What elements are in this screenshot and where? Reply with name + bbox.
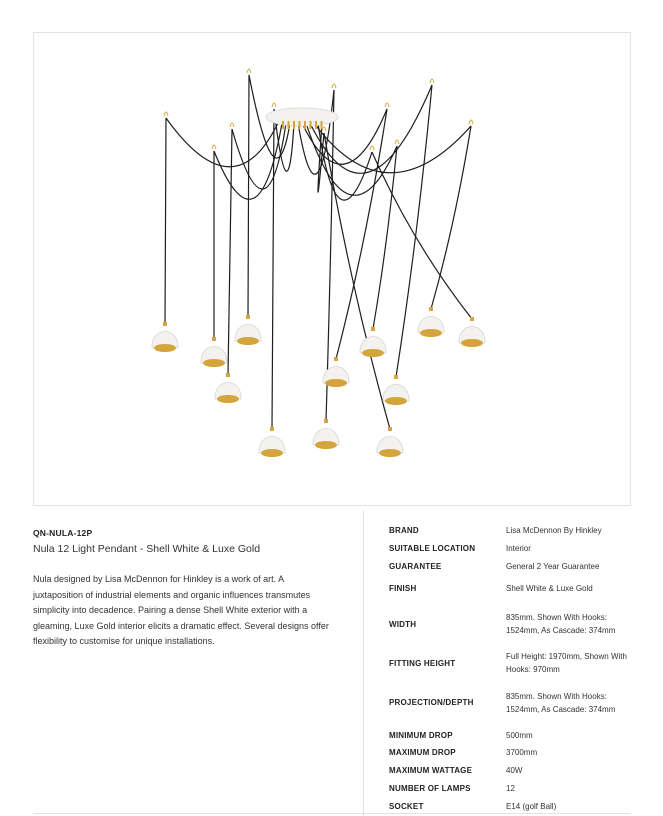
hook-icon: [395, 140, 399, 144]
shade-cap: [246, 315, 250, 319]
spec-value: Lisa McDennon By Hinkley: [506, 525, 602, 535]
canopy-fitting: [315, 121, 317, 129]
shade-gold-interior: [325, 379, 347, 387]
hook-icon: [247, 69, 251, 73]
shade-gold-interior: [261, 449, 283, 457]
shade-gold-interior: [217, 395, 239, 403]
shade-cap: [429, 307, 433, 311]
cord: [318, 123, 372, 200]
spec-value: Shell White & Luxe Gold: [506, 583, 593, 593]
spec-row-maximum-drop: [380, 744, 631, 761]
shade-cap: [371, 327, 375, 331]
spec-value: Full Height: 1970mm, Shown With Hooks: 970mm: [506, 652, 627, 674]
shade-cap: [394, 375, 398, 379]
hook-icon: [322, 127, 326, 131]
hook-icon: [212, 145, 216, 149]
column-divider: [363, 510, 364, 816]
canopy-fitting: [282, 121, 284, 129]
spec-label: FINISH: [389, 583, 417, 593]
spec-value: 835mm. Shown With Hooks: 1524mm, As Cascade: 374mm: [506, 613, 616, 635]
shade-cap: [212, 337, 216, 341]
spec-value: 500mm: [506, 730, 533, 740]
spec-row-brand: [380, 521, 631, 539]
canopy-fitting: [321, 121, 323, 129]
spec-value: General 2 Year Guarantee: [506, 561, 600, 571]
canopy-fitting: [288, 121, 290, 129]
spec-label: GUARANTEE: [389, 561, 442, 571]
spec-row-finish: [380, 575, 631, 601]
shade-cap: [470, 317, 474, 321]
shade-gold-interior: [461, 339, 483, 347]
spec-row-socket: [380, 797, 631, 815]
shade-gold-interior: [315, 441, 337, 449]
spec-label: BRAND: [389, 525, 419, 535]
spec-row-minimum-drop: [380, 726, 631, 744]
spec-row-width: [380, 601, 631, 647]
spec-value: 835mm. Shown With Hooks: 1524mm, As Cascade: 374mm: [506, 691, 616, 714]
shade-gold-interior: [362, 349, 384, 357]
cord: [431, 126, 471, 309]
spec-value: 12: [506, 783, 515, 793]
canopy-fitting: [293, 121, 295, 129]
canopy-fitting: [304, 121, 306, 129]
spec-value: 40W: [506, 765, 523, 775]
shade-gold-interior: [379, 449, 401, 457]
hook-icon: [469, 120, 473, 124]
spec-row-number-of-lamps: [380, 779, 631, 797]
hook-icon: [370, 146, 374, 150]
hook-icon: [164, 112, 168, 116]
shade-cap: [388, 427, 392, 431]
spec-label: WIDTH: [389, 619, 417, 629]
spec-label: NUMBER OF LAMPS: [389, 783, 471, 793]
spec-label: FITTING HEIGHT: [389, 658, 456, 668]
canopy: [266, 108, 338, 126]
shade-gold-interior: [420, 329, 442, 337]
shade-cap: [324, 419, 328, 423]
shade-gold-interior: [154, 344, 176, 352]
spec-label: PROJECTION/DEPTH: [389, 698, 474, 707]
product-summary: [33, 528, 333, 650]
spec-value: Interior: [506, 543, 531, 553]
shade-cap: [270, 427, 274, 431]
cord: [314, 123, 471, 173]
product-title: Nula 12 Light Pendant - Shell White & Luxe Gold: [33, 543, 261, 555]
hook-icon: [332, 84, 336, 88]
cord: [336, 109, 387, 359]
hook-icon: [385, 103, 389, 107]
hook-icon: [430, 79, 434, 83]
spec-value: E14 (golf Ball): [506, 801, 557, 811]
shade-cap: [163, 322, 167, 326]
shade-cap: [226, 373, 230, 377]
cord: [248, 75, 249, 317]
shade-gold-interior: [385, 397, 407, 405]
spec-row-guarantee: [380, 557, 631, 575]
spec-table: [380, 521, 631, 815]
shade-gold-interior: [237, 337, 259, 345]
spec-row-fitting-height: [380, 647, 631, 679]
pendant-illustration: [34, 33, 632, 507]
spec-label: SUITABLE LOCATION: [389, 543, 476, 553]
spec-label: MINIMUM DROP: [389, 730, 453, 740]
cord: [228, 129, 232, 375]
spec-row-projection-depth: [380, 679, 631, 726]
hook-icon: [272, 103, 276, 107]
spec-label: MAXIMUM DROP: [389, 748, 456, 757]
spec-row-maximum-wattage: [380, 761, 631, 779]
cord: [272, 109, 274, 429]
spec-label: MAXIMUM WATTAGE: [389, 765, 473, 775]
product-description: Nula designed by Lisa McDennon for Hinkley is a work of art. A juxtaposition of industrial elements and organic influences transmutes simplicity into decadence. Pairing a dense Shell White exterior with a gleaming, Luxe Gold interior elicits a dramatic effect. Several designs offer flexibility to customise for unique installations.: [33, 574, 329, 646]
shade-cap: [334, 357, 338, 361]
cord: [165, 118, 166, 324]
hook-icon: [230, 123, 234, 127]
spec-label: SOCKET: [389, 801, 424, 811]
cord: [232, 123, 286, 189]
canopy-fitting: [310, 121, 312, 129]
shade-gold-interior: [203, 359, 225, 367]
spec-value: 3700mm: [506, 748, 538, 757]
canopy-fitting: [299, 121, 301, 129]
product-image-frame: [33, 32, 631, 506]
cord: [166, 118, 278, 167]
spec-row-suitable-location: [380, 539, 631, 557]
product-sku: QN-NULA-12P: [33, 528, 93, 538]
